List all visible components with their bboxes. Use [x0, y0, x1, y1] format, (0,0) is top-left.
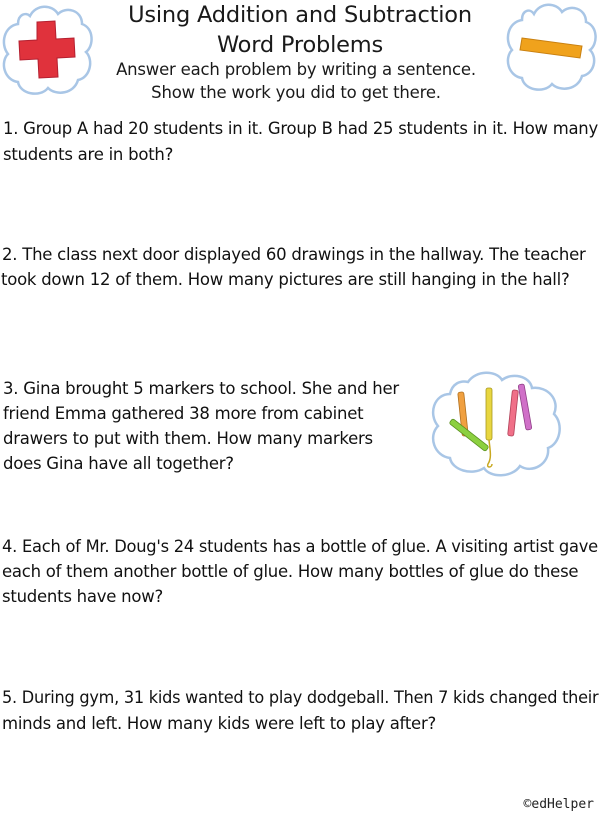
- page-title-line1: Using Addition and Subtraction: [128, 2, 472, 28]
- problem-3-line4: does Gina have all together?: [3, 454, 234, 473]
- problem-5-line2: minds and left. How many kids were left to play after?: [2, 714, 436, 733]
- problem-3-line2: friend Emma gathered 38 more from cabinet: [3, 404, 364, 423]
- markers-cloud-icon: [430, 370, 565, 480]
- problem-4-line3: students have now?: [2, 587, 163, 606]
- problem-4-line2: each of them another bottle of glue. How many bottles of glue do these: [2, 562, 579, 581]
- problem-2-line1: 2. The class next door displayed 60 drawings in the hallway. The teacher: [2, 245, 586, 264]
- instruction-line1: Answer each problem by writing a sentence.: [116, 60, 476, 79]
- problem-3-line3: drawers to put with them. How many markers: [3, 429, 373, 448]
- problem-3-line1: 3. Gina brought 5 markers to school. She and her: [3, 379, 399, 398]
- page-title-line2: Word Problems: [216, 32, 384, 58]
- copyright-footer: ©edHelper: [523, 797, 594, 812]
- problem-1-line2: students are in both?: [3, 145, 174, 164]
- problem-4-line1: 4. Each of Mr. Doug's 24 students has a bottle of glue. A visiting artist gave: [2, 537, 598, 556]
- problem-5-line1: 5. During gym, 31 kids wanted to play dodgeball. Then 7 kids changed their: [2, 688, 599, 707]
- problem-2-line2: took down 12 of them. How many pictures are still hanging in the hall?: [1, 270, 570, 289]
- instruction-line2: Show the work you did to get there.: [151, 83, 441, 102]
- problem-1-line1: 1. Group A had 20 students in it. Group B had 25 students in it. How many: [3, 119, 598, 138]
